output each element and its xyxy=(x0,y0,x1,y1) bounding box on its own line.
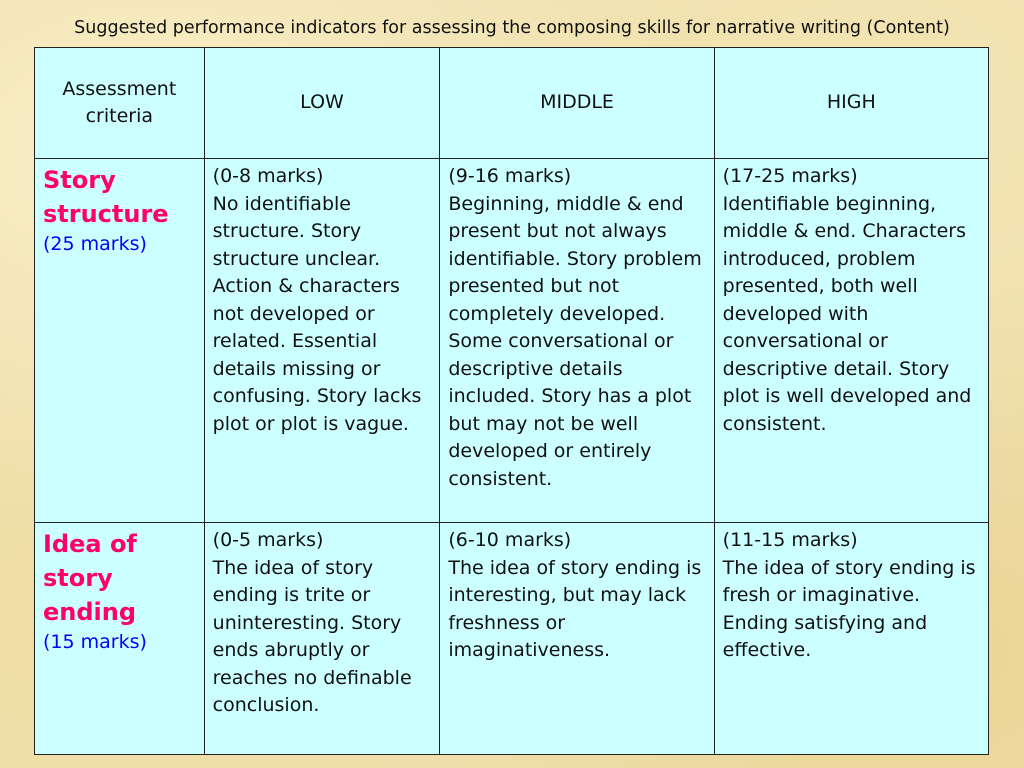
middle-cell xyxy=(440,523,714,755)
header-high: HIGH xyxy=(714,48,988,159)
table-row xyxy=(35,159,989,523)
criterion-cell xyxy=(35,159,205,523)
table-row xyxy=(35,523,989,755)
low-marks: (0-5 marks) xyxy=(212,529,324,551)
low-description: The idea of story ending is trite or uninteresting. Story ends abruptly or reaches no definable conclusion. xyxy=(212,556,412,716)
middle-description: The idea of story ending is interesting, but may lack freshness or imaginativeness. xyxy=(448,556,702,661)
low-cell xyxy=(204,523,440,755)
criterion-marks: (25 marks) xyxy=(43,233,147,255)
high-cell xyxy=(714,523,988,755)
middle-marks: (9-16 marks) xyxy=(448,165,572,187)
header-low: LOW xyxy=(204,48,440,159)
criterion-name: Idea of story ending xyxy=(43,530,137,626)
high-cell xyxy=(714,159,988,523)
low-cell xyxy=(204,159,440,523)
criterion-name: Story structure xyxy=(43,166,169,228)
low-marks: (0-8 marks) xyxy=(212,165,324,187)
high-description: The idea of story ending is fresh or imaginative. Ending satisfying and effective. xyxy=(722,556,976,661)
middle-description: Beginning, middle & end present but not always identifiable. Story problem presented but not completely developed. Some conversational or descriptive details included. Story has a plot but may not be well developed or entirely consistent. xyxy=(448,192,702,490)
high-marks: (11-15 marks) xyxy=(722,529,858,551)
high-description: Identifiable beginning, middle & end. Characters introduced, problem presented, both well developed with conversational or descriptive detail. Story plot is well developed and consistent. xyxy=(722,192,972,435)
header-middle: MIDDLE xyxy=(440,48,714,159)
table-header-row xyxy=(35,48,989,159)
middle-marks: (6-10 marks) xyxy=(448,529,572,551)
rubric-table xyxy=(34,47,989,755)
low-description: No identifiable structure. Story structure unclear. Action & characters not developed or related. Essential details missing or confusing. Story lacks plot or plot is vague. xyxy=(212,192,422,435)
header-assessment-criteria: Assessment criteria xyxy=(35,48,205,159)
criterion-cell xyxy=(35,523,205,755)
page-title: Suggested performance indicators for assessing the composing skills for narrative writing (Content) xyxy=(74,18,950,38)
middle-cell xyxy=(440,159,714,523)
high-marks: (17-25 marks) xyxy=(722,165,858,187)
criterion-marks: (15 marks) xyxy=(43,631,147,653)
